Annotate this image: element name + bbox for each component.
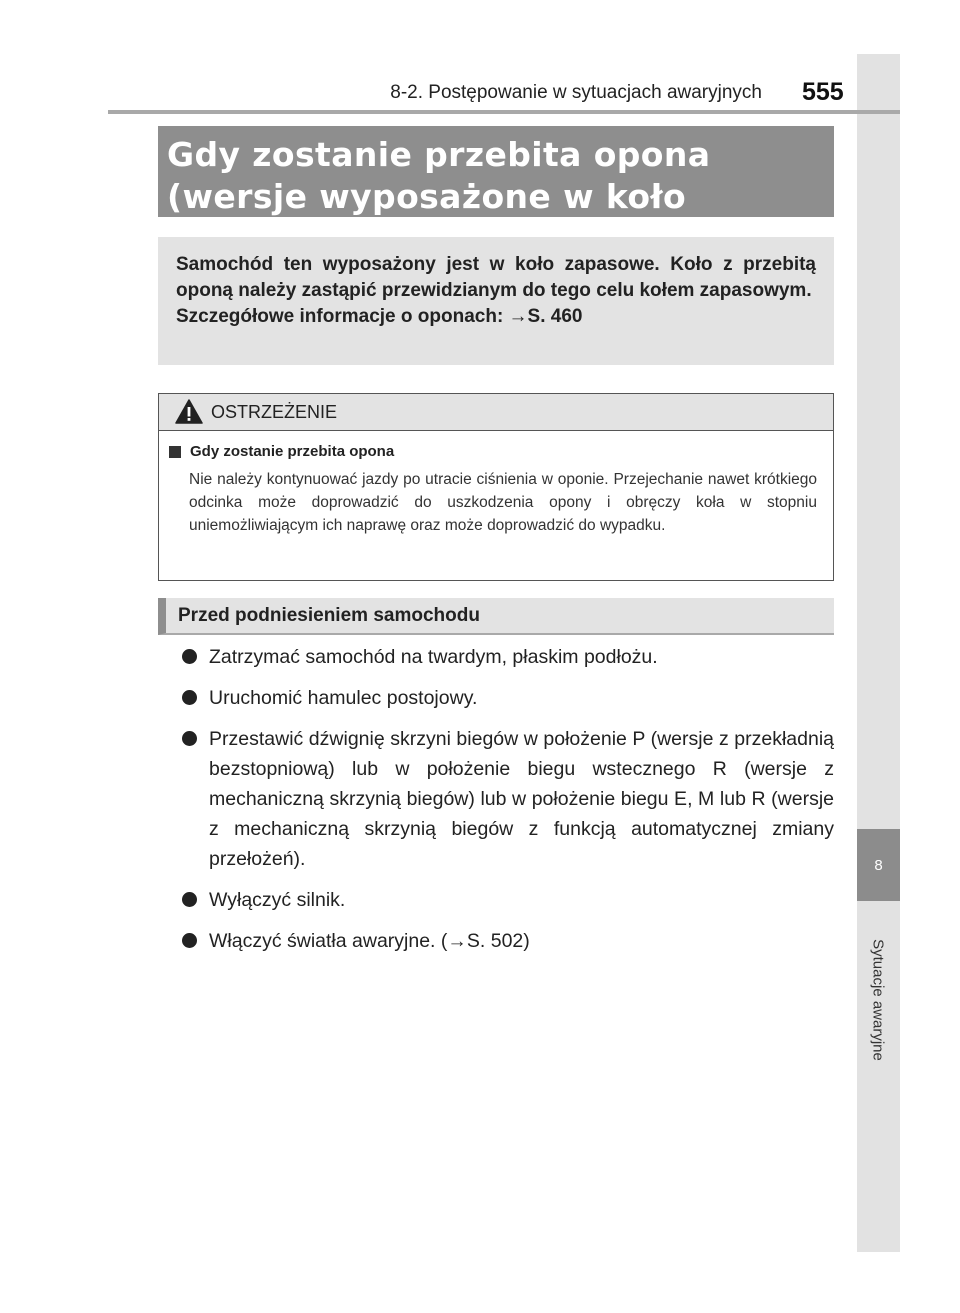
arrow-right-icon: → xyxy=(508,306,528,327)
header-divider xyxy=(108,110,900,114)
section-heading-text: Przed podniesieniem samochodu xyxy=(178,604,480,626)
list-item xyxy=(182,724,834,874)
warning-subtitle-text: Gdy zostanie przebita opona xyxy=(190,443,395,460)
chapter-number: 8 xyxy=(874,856,883,874)
bullet-dot-icon xyxy=(182,690,197,705)
list-item xyxy=(182,683,834,713)
page-number: 555 xyxy=(802,78,844,106)
list-item-text: Uruchomić hamulec postojowy. xyxy=(209,687,478,709)
warning-body xyxy=(159,431,833,537)
list-item-text: Przestawić dźwignię skrzyni biegów w położenie P (wersje z przekładnią bezstopniową) lub w położenie biegu wstecznego R (wersje z mechaniczną skrzynią biegów) lub w położenie biegu E, M lub R (wersje z mechaniczną skrzynią biegów z funkcją automatycznej zmiany przełożeń). xyxy=(209,728,834,870)
list-item-text: Włączyć światła awaryjne. (→S. 502) xyxy=(209,930,530,952)
chapter-number-tab[interactable] xyxy=(857,829,900,901)
warning-title: OSTRZEŻENIE xyxy=(211,401,338,422)
side-tab-strip xyxy=(857,54,900,1252)
page-title: Gdy zostanie przebita opona (wersje wyposażone w koło xyxy=(167,135,711,216)
list-item xyxy=(182,885,834,915)
bullet-dot-icon xyxy=(182,649,197,664)
warning-box xyxy=(158,393,834,581)
chapter-label: Sytuacje awaryjne xyxy=(869,939,887,1061)
intro-ref-prefix: Szczegółowe informacje o oponach: xyxy=(176,306,509,327)
warning-header xyxy=(159,394,833,431)
bullet-dot-icon xyxy=(182,933,197,948)
list-item xyxy=(182,642,834,672)
intro-box xyxy=(158,237,834,365)
warning-subtitle xyxy=(169,443,817,460)
steps-list xyxy=(182,642,834,967)
intro-text: Samochód ten wyposażony jest w koło zapasowe. Koło z przebitą oponą należy zastąpić przewidzianym do tego celu kołem zapasowym. xyxy=(176,254,816,301)
intro-reference xyxy=(176,304,816,330)
list-item-text: Zatrzymać samochód na twardym, płaskim podłożu. xyxy=(209,646,658,668)
square-bullet-icon xyxy=(169,446,181,458)
bullet-dot-icon xyxy=(182,892,197,907)
warning-triangle-icon xyxy=(175,398,203,426)
header-section-title: 8-2. Postępowanie w sytuacjach awaryjnych xyxy=(390,82,762,103)
warning-text: Nie należy kontynuować jazdy po utracie ciśnienia w oponie. Przejechanie nawet krótkiego odcinka może doprowadzić do uszkodzenia opony i obręczy koła w stopniu uniemożliwiającym ich naprawę oraz może doprowadzić do wypadku. xyxy=(189,471,817,534)
list-item xyxy=(182,926,834,956)
section-heading xyxy=(158,598,834,635)
intro-ref-page[interactable]: S. 460 xyxy=(527,306,583,327)
bullet-dot-icon xyxy=(182,731,197,746)
list-item-text: Wyłączyć silnik. xyxy=(209,889,346,911)
